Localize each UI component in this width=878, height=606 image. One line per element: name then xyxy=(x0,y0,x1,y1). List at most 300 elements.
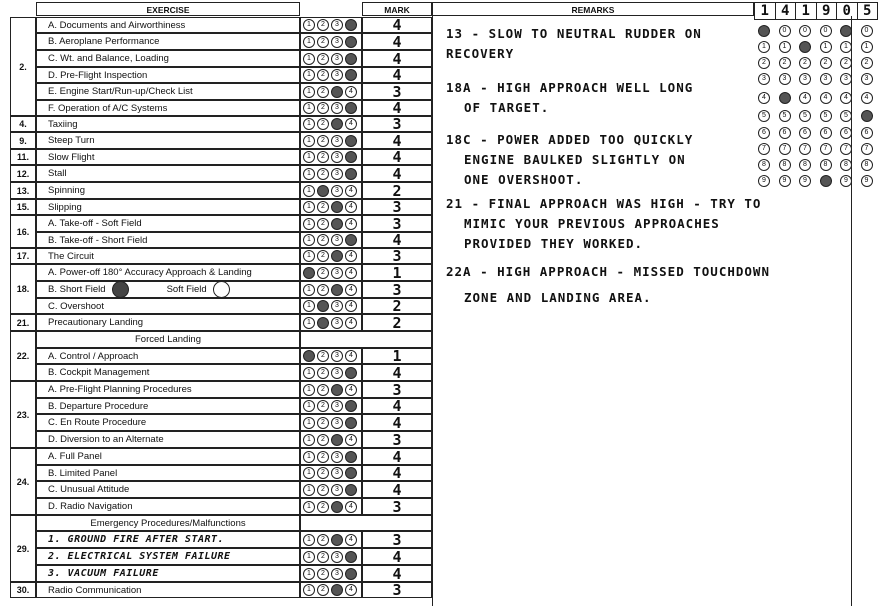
exercise-label-text: 1. GROUND FIRE AFTER START. xyxy=(48,534,225,545)
grade-bubble-3[interactable]: 3 xyxy=(331,501,343,513)
grade-bubble-1[interactable]: 1 xyxy=(303,168,315,180)
grade-bubble-3[interactable]: 3 xyxy=(331,484,343,496)
mark-value: 2 xyxy=(362,182,432,199)
grade-bubble-2[interactable]: 2 xyxy=(317,584,329,596)
exercise-header: EXERCISE xyxy=(36,2,300,16)
grid-bubble[interactable]: 5 xyxy=(799,110,811,122)
mark-value: 3 xyxy=(362,498,432,515)
exercise-label-text: D. Pre-Flight Inspection xyxy=(48,69,148,81)
grade-bubble-4[interactable]: 4 xyxy=(345,151,357,163)
grade-bubble-4[interactable]: 4 xyxy=(345,36,357,48)
remark-line: OF TARGET. xyxy=(464,100,550,115)
exercise-label-text: A. Full Panel xyxy=(48,451,102,462)
short-field-option-icon[interactable] xyxy=(112,281,129,298)
grid-bubble[interactable]: 0 xyxy=(779,25,791,37)
grade-bubble-1[interactable]: 1 xyxy=(303,36,315,48)
grade-bubble-2[interactable]: 2 xyxy=(317,451,329,463)
grade-bubble-2[interactable]: 2 xyxy=(317,185,329,197)
exercise-label xyxy=(36,264,300,281)
remark-line: 22A - HIGH APPROACH - MISSED TOUCHDOWN xyxy=(446,264,770,279)
exercise-number: 17. xyxy=(10,248,36,264)
exercise-label xyxy=(36,33,300,50)
grade-bubble-4[interactable]: 4 xyxy=(345,168,357,180)
grid-bubble[interactable]: 7 xyxy=(799,143,811,155)
grid-bubble[interactable]: 1 xyxy=(861,41,873,53)
grade-bubble-3[interactable]: 3 xyxy=(331,250,343,262)
remark-line: 18A - HIGH APPROACH WELL LONG xyxy=(446,80,694,95)
grade-bubble-4[interactable]: 4 xyxy=(345,86,357,98)
grade-bubble-4[interactable]: 4 xyxy=(345,300,357,312)
grade-bubble-3[interactable]: 3 xyxy=(331,102,343,114)
remark-line: 18C - POWER ADDED TOO QUICKLY xyxy=(446,132,694,147)
exercise-label-text: B. Cockpit Management xyxy=(48,367,150,378)
grade-bubble-1[interactable]: 1 xyxy=(303,267,315,279)
grade-bubble-4[interactable]: 4 xyxy=(345,501,357,513)
grid-bubble[interactable]: 9 xyxy=(840,175,852,187)
grade-bubbles xyxy=(300,281,362,298)
grade-bubble-1[interactable]: 1 xyxy=(303,367,315,379)
grade-bubble-2[interactable]: 2 xyxy=(317,317,329,329)
mark-value: 2 xyxy=(362,314,432,331)
mark-value: 4 xyxy=(362,50,432,67)
grade-bubble-2[interactable]: 2 xyxy=(317,367,329,379)
grade-bubble-4[interactable]: 4 xyxy=(345,19,357,31)
grid-bubble[interactable]: 9 xyxy=(758,175,770,187)
grade-bubble-2[interactable]: 2 xyxy=(317,484,329,496)
exercise-label xyxy=(36,314,300,331)
grade-bubble-3[interactable]: 3 xyxy=(331,267,343,279)
grade-bubble-2[interactable]: 2 xyxy=(317,284,329,296)
grid-bubble[interactable]: 8 xyxy=(779,159,791,171)
grid-header-digit: 0 xyxy=(836,2,858,20)
grid-bubble[interactable]: 5 xyxy=(779,110,791,122)
mark-value: 4 xyxy=(362,132,432,149)
grade-bubble-4[interactable]: 4 xyxy=(345,185,357,197)
grid-bubble[interactable]: 1 xyxy=(758,41,770,53)
exercise-label-text: A. Take-off - Soft Field xyxy=(48,218,142,229)
grade-bubble-3[interactable]: 3 xyxy=(331,384,343,396)
exercise-number: 13. xyxy=(10,182,36,199)
grade-bubble-3[interactable]: 3 xyxy=(331,86,343,98)
grade-bubble-1[interactable]: 1 xyxy=(303,102,315,114)
exercise-label xyxy=(36,149,300,165)
grade-bubble-2[interactable]: 2 xyxy=(317,19,329,31)
exercise-label xyxy=(36,83,300,100)
grid-bubble[interactable]: 0 xyxy=(799,25,811,37)
exercise-number: 30. xyxy=(10,582,36,598)
grade-bubble-4[interactable]: 4 xyxy=(345,135,357,147)
mark-value: 4 xyxy=(362,481,432,498)
grade-bubbles xyxy=(300,414,362,431)
grade-bubble-3[interactable]: 3 xyxy=(331,451,343,463)
grid-bubble[interactable]: 5 xyxy=(758,110,770,122)
grid-bubble[interactable]: 3 xyxy=(840,73,852,85)
grade-bubble-4[interactable]: 4 xyxy=(345,284,357,296)
mark-value: 4 xyxy=(362,33,432,50)
grid-bubble[interactable]: 4 xyxy=(840,92,852,104)
grade-bubble-3[interactable]: 3 xyxy=(331,185,343,197)
exercise-label-text: C. En Route Procedure xyxy=(48,417,147,428)
grid-bubble[interactable]: 9 xyxy=(799,175,811,187)
grade-bubble-4[interactable]: 4 xyxy=(345,568,357,580)
grid-bubble[interactable]: 8 xyxy=(820,159,832,171)
grid-bubble[interactable]: 7 xyxy=(758,143,770,155)
grid-header-digit: 5 xyxy=(857,2,878,20)
exercise-label xyxy=(36,348,300,364)
mark-value: 4 xyxy=(362,149,432,165)
grade-bubble-3[interactable]: 3 xyxy=(331,417,343,429)
grade-bubble-4[interactable]: 4 xyxy=(345,534,357,546)
exercise-label xyxy=(36,481,300,498)
grade-bubble-2[interactable]: 2 xyxy=(317,36,329,48)
grade-bubble-4[interactable]: 4 xyxy=(345,317,357,329)
exercise-label-text: Taxiing xyxy=(48,118,78,130)
grade-bubbles xyxy=(300,314,362,331)
grade-bubble-1[interactable]: 1 xyxy=(303,86,315,98)
grade-bubble-2[interactable]: 2 xyxy=(317,250,329,262)
grade-bubble-2[interactable]: 2 xyxy=(317,151,329,163)
grade-bubbles xyxy=(300,67,362,83)
exercise-label xyxy=(36,215,300,232)
grid-bubble[interactable]: 1 xyxy=(799,41,811,53)
grade-bubbles xyxy=(300,531,362,548)
grade-bubble-1[interactable]: 1 xyxy=(303,400,315,412)
exercise-number: 4. xyxy=(10,116,36,132)
grade-bubble-1[interactable]: 1 xyxy=(303,350,315,362)
grade-bubble-1[interactable]: 1 xyxy=(303,501,315,513)
grade-bubble-3[interactable]: 3 xyxy=(331,151,343,163)
mark-value: 4 xyxy=(362,100,432,116)
grid-bubble[interactable]: 0 xyxy=(820,25,832,37)
exercise-label xyxy=(36,381,300,398)
grade-bubble-4[interactable]: 4 xyxy=(345,201,357,213)
mark-value: 1 xyxy=(362,264,432,281)
grid-bubble[interactable]: 0 xyxy=(861,25,873,37)
grade-bubble-3[interactable]: 3 xyxy=(331,69,343,81)
grid-bubble[interactable]: 0 xyxy=(840,25,852,37)
grid-bubble[interactable]: 5 xyxy=(820,110,832,122)
grade-bubble-2[interactable]: 2 xyxy=(317,168,329,180)
grade-bubble-1[interactable]: 1 xyxy=(303,218,315,230)
grade-bubble-1[interactable]: 1 xyxy=(303,69,315,81)
grid-bubble[interactable]: 2 xyxy=(779,57,791,69)
grade-bubble-1[interactable]: 1 xyxy=(303,284,315,296)
grid-bubble[interactable]: 3 xyxy=(861,73,873,85)
exercise-label xyxy=(36,248,300,264)
exercise-label-text: Forced Landing xyxy=(134,334,202,345)
grade-bubble-3[interactable]: 3 xyxy=(331,467,343,479)
exercise-label-text: E. Engine Start/Run-up/Check List xyxy=(48,86,193,97)
exercise-label-text: 2. ELECTRICAL SYSTEM FAILURE xyxy=(48,551,231,562)
mark-value: 3 xyxy=(362,215,432,232)
grade-bubbles xyxy=(300,381,362,398)
exercise-label xyxy=(36,331,300,348)
grid-bubble[interactable]: 2 xyxy=(861,57,873,69)
grade-bubbles xyxy=(300,448,362,465)
grade-bubble-4[interactable]: 4 xyxy=(345,118,357,130)
grid-bubble[interactable]: 3 xyxy=(820,73,832,85)
exercise-label xyxy=(36,298,300,314)
grade-bubble-3[interactable]: 3 xyxy=(331,135,343,147)
exercise-label xyxy=(36,100,300,116)
mark-value: 4 xyxy=(362,364,432,381)
grade-bubble-4[interactable]: 4 xyxy=(345,434,357,446)
grade-bubble-4[interactable]: 4 xyxy=(345,218,357,230)
grid-bubble[interactable]: 0 xyxy=(758,25,770,37)
grade-bubble-2[interactable]: 2 xyxy=(317,69,329,81)
exercise-number: 15. xyxy=(10,199,36,215)
grade-bubble-2[interactable]: 2 xyxy=(317,467,329,479)
grid-bubble[interactable]: 2 xyxy=(840,57,852,69)
grade-bubble-4[interactable]: 4 xyxy=(345,250,357,262)
mark-value: 3 xyxy=(362,83,432,100)
grade-bubble-1[interactable]: 1 xyxy=(303,201,315,213)
grade-bubble-1[interactable]: 1 xyxy=(303,300,315,312)
exercise-label-text: Radio Communication xyxy=(48,584,142,596)
grid-bubble[interactable]: 9 xyxy=(779,175,791,187)
exercise-number: 11. xyxy=(10,149,36,165)
exercise-label xyxy=(36,531,300,548)
grid-bubble[interactable]: 3 xyxy=(799,73,811,85)
grid-bubble[interactable]: 8 xyxy=(799,159,811,171)
exercise-label-text: Emergency Procedures/Malfunctions xyxy=(90,517,246,529)
grade-bubble-1[interactable]: 1 xyxy=(303,551,315,563)
grid-bubble[interactable]: 8 xyxy=(758,159,770,171)
grid-bubble[interactable]: 7 xyxy=(820,143,832,155)
grade-bubble-4[interactable]: 4 xyxy=(345,367,357,379)
grid-bubble[interactable]: 6 xyxy=(861,127,873,139)
grade-bubble-1[interactable]: 1 xyxy=(303,451,315,463)
grid-bubble[interactable]: 7 xyxy=(840,143,852,155)
mark-value: 4 xyxy=(362,165,432,182)
grade-bubble-2[interactable]: 2 xyxy=(317,135,329,147)
grid-bubble[interactable]: 6 xyxy=(820,127,832,139)
grade-bubble-2[interactable]: 2 xyxy=(317,551,329,563)
grade-bubble-3[interactable]: 3 xyxy=(331,118,343,130)
grade-bubble-1[interactable]: 1 xyxy=(303,384,315,396)
exercise-label-text: A. Power-off 180° Accuracy Approach & Landing xyxy=(48,267,252,278)
exercise-label xyxy=(36,515,300,531)
grid-bubble[interactable]: 9 xyxy=(820,175,832,187)
grade-bubble-4[interactable]: 4 xyxy=(345,551,357,563)
exercise-label-text: Slipping xyxy=(48,201,82,213)
exercise-label-text: D. Diversion to an Alternate xyxy=(48,434,164,445)
mark-value: 2 xyxy=(362,298,432,314)
grade-bubble-2[interactable]: 2 xyxy=(317,86,329,98)
grade-bubble-3[interactable]: 3 xyxy=(331,434,343,446)
exercise-label xyxy=(36,565,300,582)
grade-bubble-1[interactable]: 1 xyxy=(303,484,315,496)
grade-bubble-4[interactable]: 4 xyxy=(345,484,357,496)
exercise-label-text: C. Overshoot xyxy=(48,300,104,312)
grade-bubble-3[interactable]: 3 xyxy=(331,201,343,213)
grade-bubble-2[interactable]: 2 xyxy=(317,102,329,114)
grid-bubble[interactable]: 4 xyxy=(820,92,832,104)
grade-bubble-3[interactable]: 3 xyxy=(331,300,343,312)
grade-bubble-1[interactable]: 1 xyxy=(303,19,315,31)
grade-bubbles xyxy=(300,465,362,481)
grade-bubble-3[interactable]: 3 xyxy=(331,317,343,329)
mark-value: 4 xyxy=(362,232,432,248)
grade-bubble-3[interactable]: 3 xyxy=(331,534,343,546)
grade-bubble-3[interactable]: 3 xyxy=(331,19,343,31)
grade-bubbles xyxy=(300,33,362,50)
exercise-number: 12. xyxy=(10,165,36,182)
grade-bubble-4[interactable]: 4 xyxy=(345,53,357,65)
grid-bubble[interactable]: 7 xyxy=(779,143,791,155)
exercise-number: 18. xyxy=(10,264,36,314)
grade-bubble-3[interactable]: 3 xyxy=(331,350,343,362)
grade-bubble-4[interactable]: 4 xyxy=(345,267,357,279)
grid-bubble[interactable]: 2 xyxy=(758,57,770,69)
exercise-label xyxy=(36,132,300,149)
grade-bubble-1[interactable]: 1 xyxy=(303,417,315,429)
grid-bubble[interactable]: 9 xyxy=(861,175,873,187)
grid-bubble[interactable]: 6 xyxy=(758,127,770,139)
mark-value: 3 xyxy=(362,116,432,132)
grade-bubble-1[interactable]: 1 xyxy=(303,584,315,596)
exercise-label xyxy=(36,199,300,215)
mark-header: MARK xyxy=(362,2,432,16)
grid-header-digit: 4 xyxy=(775,2,797,20)
grade-bubbles xyxy=(300,100,362,116)
mark-value: 3 xyxy=(362,199,432,215)
grade-bubble-2[interactable]: 2 xyxy=(317,350,329,362)
grade-bubble-3[interactable]: 3 xyxy=(331,168,343,180)
remark-line: 21 - FINAL APPROACH WAS HIGH - TRY TO xyxy=(446,196,762,211)
mark-value: 3 xyxy=(362,248,432,264)
grade-bubble-2[interactable]: 2 xyxy=(317,300,329,312)
exercise-number: 21. xyxy=(10,314,36,331)
exercise-label-text: A. Pre-Flight Planning Procedures xyxy=(48,384,192,395)
exercise-label-text: F. Operation of A/C Systems xyxy=(48,102,168,114)
grade-bubble-3[interactable]: 3 xyxy=(331,284,343,296)
grade-bubble-4[interactable]: 4 xyxy=(345,417,357,429)
grade-bubble-4[interactable]: 4 xyxy=(345,69,357,81)
grade-bubble-2[interactable]: 2 xyxy=(317,267,329,279)
grid-bubble[interactable]: 2 xyxy=(820,57,832,69)
grid-bubble[interactable]: 5 xyxy=(840,110,852,122)
grid-bubble[interactable]: 6 xyxy=(799,127,811,139)
grade-bubble-4[interactable]: 4 xyxy=(345,467,357,479)
grade-bubble-1[interactable]: 1 xyxy=(303,434,315,446)
grade-bubble-4[interactable]: 4 xyxy=(345,451,357,463)
grade-bubble-3[interactable]: 3 xyxy=(331,400,343,412)
grade-bubble-2[interactable]: 2 xyxy=(317,384,329,396)
grade-bubble-2[interactable]: 2 xyxy=(317,218,329,230)
grid-bubble[interactable]: 8 xyxy=(861,159,873,171)
grade-bubbles xyxy=(300,50,362,67)
exercise-label xyxy=(36,398,300,414)
grade-bubble-4[interactable]: 4 xyxy=(345,102,357,114)
grade-bubbles xyxy=(300,264,362,281)
grade-bubble-1[interactable]: 1 xyxy=(303,135,315,147)
exercise-label-text: Precautionary Landing xyxy=(48,317,144,328)
grid-bubble[interactable]: 2 xyxy=(799,57,811,69)
grade-bubbles xyxy=(300,548,362,565)
grade-bubble-4[interactable]: 4 xyxy=(345,234,357,246)
grade-bubble-1[interactable]: 1 xyxy=(303,467,315,479)
grade-bubble-2[interactable]: 2 xyxy=(317,201,329,213)
grade-bubble-2[interactable]: 2 xyxy=(317,234,329,246)
grade-bubble-1[interactable]: 1 xyxy=(303,118,315,130)
grid-bubble[interactable]: 6 xyxy=(779,127,791,139)
grade-bubble-1[interactable]: 1 xyxy=(303,568,315,580)
grade-bubble-3[interactable]: 3 xyxy=(331,584,343,596)
grade-bubbles xyxy=(300,348,362,364)
grid-bubble[interactable]: 3 xyxy=(758,73,770,85)
remark-line: 13 - SLOW TO NEUTRAL RUDDER ON xyxy=(446,26,702,41)
grid-header-digit: 1 xyxy=(754,2,776,20)
grid-bubble[interactable]: 1 xyxy=(820,41,832,53)
grade-bubble-2[interactable]: 2 xyxy=(317,434,329,446)
grade-bubble-3[interactable]: 3 xyxy=(331,568,343,580)
soft-field-option-icon[interactable] xyxy=(213,281,230,298)
grade-bubble-4[interactable]: 4 xyxy=(345,384,357,396)
grade-bubble-4[interactable]: 4 xyxy=(345,400,357,412)
grid-bubble[interactable]: 3 xyxy=(779,73,791,85)
grade-bubble-3[interactable]: 3 xyxy=(331,551,343,563)
grid-bubble[interactable]: 8 xyxy=(840,159,852,171)
grade-bubble-3[interactable]: 3 xyxy=(331,218,343,230)
mark-value: 4 xyxy=(362,67,432,83)
grade-bubbles xyxy=(300,232,362,248)
grade-bubble-2[interactable]: 2 xyxy=(317,53,329,65)
grid-bubble[interactable]: 6 xyxy=(840,127,852,139)
grid-bubble[interactable]: 4 xyxy=(758,92,770,104)
grade-bubble-3[interactable]: 3 xyxy=(331,36,343,48)
grade-bubble-2[interactable]: 2 xyxy=(317,534,329,546)
grade-bubble-3[interactable]: 3 xyxy=(331,53,343,65)
section-spacer xyxy=(300,515,432,531)
grade-bubble-2[interactable]: 2 xyxy=(317,568,329,580)
grid-bubble[interactable]: 5 xyxy=(861,110,873,122)
exercise-label xyxy=(36,582,300,598)
grade-bubble-1[interactable]: 1 xyxy=(303,151,315,163)
grade-bubble-1[interactable]: 1 xyxy=(303,53,315,65)
grade-bubble-2[interactable]: 2 xyxy=(317,118,329,130)
grade-bubble-1[interactable]: 1 xyxy=(303,234,315,246)
mark-value: 1 xyxy=(362,348,432,364)
grid-bubble[interactable]: 7 xyxy=(861,143,873,155)
grade-bubble-2[interactable]: 2 xyxy=(317,400,329,412)
grade-bubble-3[interactable]: 3 xyxy=(331,367,343,379)
grid-header-digit: 9 xyxy=(816,2,838,20)
grade-bubble-1[interactable]: 1 xyxy=(303,250,315,262)
exercise-label xyxy=(36,548,300,565)
grid-bubble[interactable]: 4 xyxy=(779,92,791,104)
grid-bubble[interactable]: 1 xyxy=(779,41,791,53)
grade-bubble-4[interactable]: 4 xyxy=(345,350,357,362)
grade-bubble-3[interactable]: 3 xyxy=(331,234,343,246)
grid-bubble[interactable]: 4 xyxy=(861,92,873,104)
mark-value: 3 xyxy=(362,531,432,548)
grade-bubble-2[interactable]: 2 xyxy=(317,417,329,429)
grade-bubble-2[interactable]: 2 xyxy=(317,501,329,513)
grid-bubble[interactable]: 1 xyxy=(840,41,852,53)
grid-bubble[interactable]: 4 xyxy=(799,92,811,104)
exercise-label xyxy=(36,364,300,381)
grade-bubble-1[interactable]: 1 xyxy=(303,534,315,546)
grade-bubble-1[interactable]: 1 xyxy=(303,185,315,197)
grade-bubbles xyxy=(300,498,362,515)
exercise-label xyxy=(36,281,300,298)
soft-field-option-label: Soft Field xyxy=(166,284,207,295)
mark-value: 4 xyxy=(362,465,432,481)
grade-bubble-4[interactable]: 4 xyxy=(345,584,357,596)
exercise-label xyxy=(36,465,300,481)
grade-bubble-1[interactable]: 1 xyxy=(303,317,315,329)
